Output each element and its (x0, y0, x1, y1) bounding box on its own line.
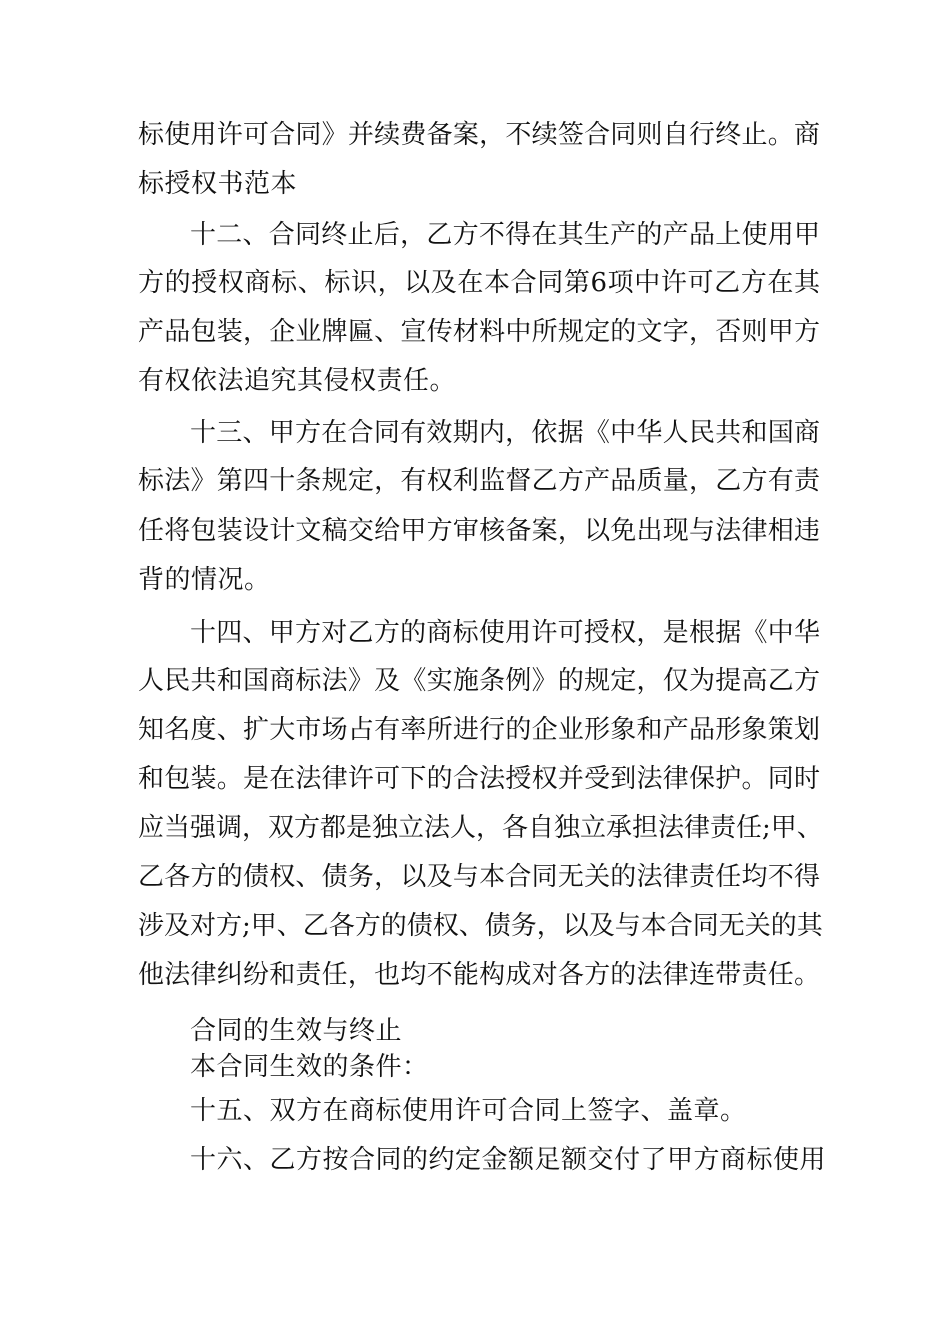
body-text-line: 他法律纠纷和责任，也均不能构成对各方的法律连带责任。 (138, 960, 820, 990)
body-text-line: 方的授权商标、标识，以及在本合同第6项中许可乙方在其 (138, 268, 820, 298)
body-text-line: 背的情况。 (138, 565, 271, 595)
body-text-line: 标授权书范本 (138, 169, 298, 199)
body-text-line: 有权依法追究其侵权责任。 (138, 366, 457, 396)
clause-12-line: 十二、合同终止后，乙方不得在其生产的产品上使用甲 (190, 220, 820, 250)
section-subheading: 本合同生效的条件： (190, 1052, 429, 1082)
body-text-line: 标使用许可合同》并续费备案，不续签合同则自行终止。商 (138, 120, 820, 150)
clause-13-line: 十三、甲方在合同有效期内，依据《中华人民共和国商 (190, 418, 820, 448)
clause-16-line: 十六、乙方按合同的约定金额足额交付了甲方商标使用 (190, 1145, 827, 1175)
body-text-line: 任将包装设计文稿交给甲方审核备案，以免出现与法律相违 (138, 516, 820, 546)
section-heading: 合同的生效与终止 (190, 1016, 403, 1046)
body-text-line: 标法》第四十条规定，有权利监督乙方产品质量，乙方有责 (138, 466, 820, 496)
body-text-line: 知名度、扩大市场占有率所进行的企业形象和产品形象策划 (138, 715, 820, 745)
body-text-line: 产品包装，企业牌匾、宣传材料中所规定的文字，否则甲方 (138, 317, 820, 347)
body-text-line: 应当强调，双方都是独立法人，各自独立承担法律责任;甲、 (138, 813, 823, 843)
body-text-line: 和包装。是在法律许可下的合法授权并受到法律保护。同时 (138, 764, 820, 794)
body-text-line: 涉及对方;甲、乙各方的债权、债务，以及与本合同无关的其 (138, 911, 823, 941)
clause-14-line: 十四、甲方对乙方的商标使用许可授权，是根据《中华 (190, 618, 820, 648)
body-text-line: 乙各方的债权、债务，以及与本合同无关的法律责任均不得 (138, 862, 820, 892)
clause-15-line: 十五、双方在商标使用许可合同上签字、盖章。 (190, 1096, 747, 1126)
body-text-line: 人民共和国商标法》及《实施条例》的规定，仅为提高乙方 (138, 666, 820, 696)
